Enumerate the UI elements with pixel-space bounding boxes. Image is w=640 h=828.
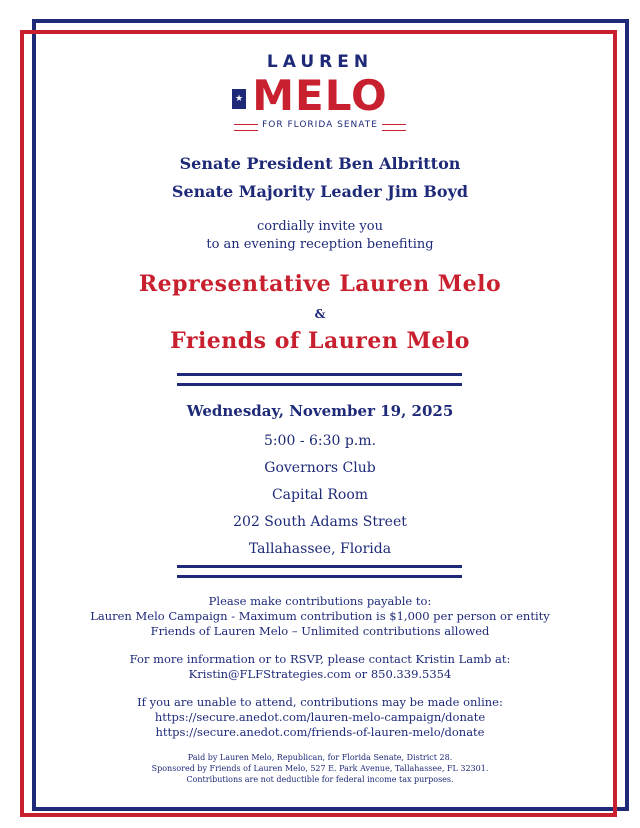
disclaimer-line: Contributions are not deductible for federal income tax purposes. xyxy=(186,775,454,784)
divider-rule xyxy=(177,373,462,376)
event-room: Capital Room xyxy=(271,487,369,503)
campaign-donate-link[interactable]: https://secure.anedot.com/lauren-melo-campaign/donate xyxy=(154,710,486,724)
rsvp-line: For more information or to RSVP, please contact Kristin Lamb at: xyxy=(129,652,511,666)
contribution-info xyxy=(50,594,590,639)
tagline-right-rule xyxy=(382,124,406,131)
event-city: Tallahassee, Florida xyxy=(248,541,392,557)
hosts xyxy=(50,150,590,206)
flag-star-icon: ★ xyxy=(232,89,246,109)
logo-last-name: MELO xyxy=(252,71,388,120)
invitation-text xyxy=(50,218,590,254)
divider-rule xyxy=(177,575,462,578)
host-line: Senate Majority Leader Jim Boyd xyxy=(171,182,469,201)
friends-donate-link[interactable]: https://secure.anedot.com/friends-of-lauren-melo/donate xyxy=(155,725,485,739)
campaign-logo xyxy=(50,52,590,132)
event-date: Wednesday, November 19, 2025 xyxy=(186,402,454,420)
event-venue: Governors Club xyxy=(264,460,376,476)
online-intro: If you are unable to attend, contributions may be made online: xyxy=(137,695,503,709)
beneficiary-second: Friends of Lauren Melo xyxy=(170,328,470,354)
contribution-line: Friends of Lauren Melo – Unlimited contributions allowed xyxy=(150,624,490,638)
event-time: 5:00 - 6:30 p.m. xyxy=(263,433,377,449)
event-street: 202 South Adams Street xyxy=(233,514,407,530)
event-details xyxy=(50,428,590,563)
rsvp-contact[interactable]: Kristin@FLFStrategies.com or 850.339.5354 xyxy=(188,667,452,681)
logo-first-name: LAUREN xyxy=(266,52,374,72)
rsvp-info xyxy=(50,652,590,682)
contribution-line: Please make contributions payable to: xyxy=(208,594,432,608)
logo-tagline: FOR FLORIDA SENATE xyxy=(262,120,378,130)
beneficiary-first: Representative Lauren Melo xyxy=(138,271,502,297)
disclaimer-line: Sponsored by Friends of Lauren Melo, 527 E. Park Avenue, Tallahassee, FL 32301. xyxy=(151,764,489,773)
host-line: Senate President Ben Albritton xyxy=(179,154,461,173)
legal-disclaimer xyxy=(50,752,590,785)
invite-line: to an evening reception benefiting xyxy=(206,237,434,252)
online-donation-info xyxy=(50,695,590,740)
divider-rule xyxy=(177,565,462,568)
divider-rule xyxy=(177,383,462,386)
ampersand: & xyxy=(314,307,326,321)
disclaimer-line: Paid by Lauren Melo, Republican, for Florida Senate, District 28. xyxy=(187,753,453,762)
invite-line: cordially invite you xyxy=(257,219,383,234)
contribution-line: Lauren Melo Campaign - Maximum contribution is $1,000 per person or entity xyxy=(90,609,550,623)
